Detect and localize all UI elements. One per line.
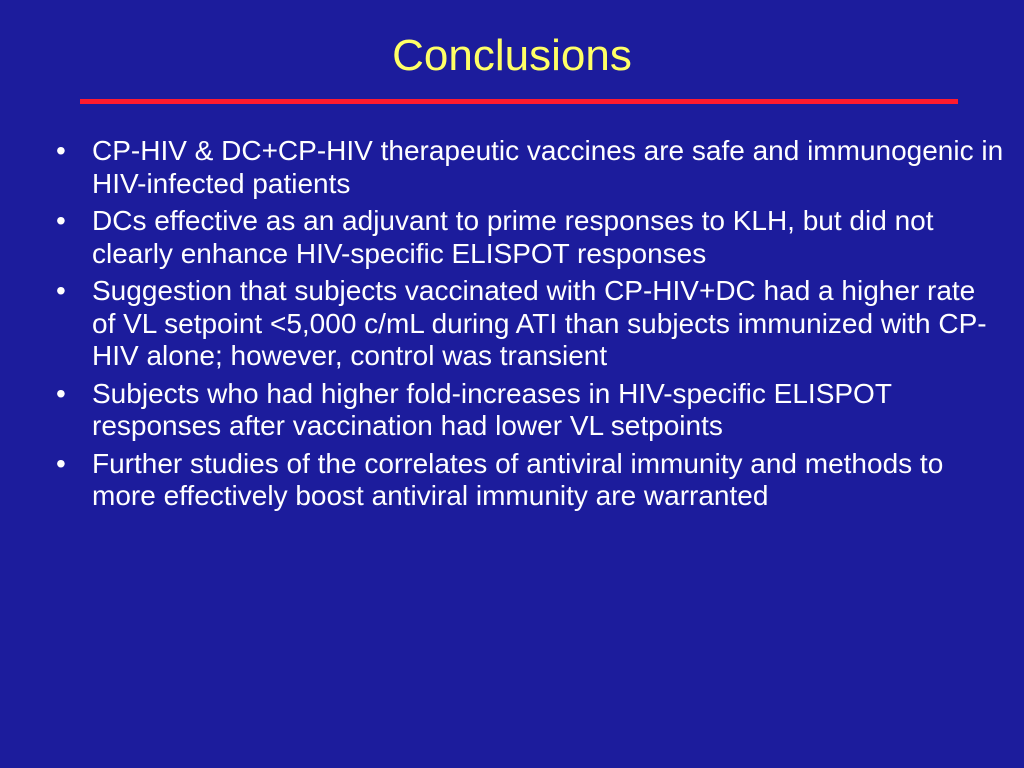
bullet-dot: • [56, 135, 66, 166]
bullet-item [56, 448, 1006, 513]
bullet-dot: • [56, 377, 66, 409]
bullet-text: Subjects who had higher fold-increases in HIV-specific ELISPOT responses after vaccination had lower VL setpoints [92, 377, 892, 441]
bullet-dot: • [56, 275, 66, 306]
bullet-dot: • [56, 205, 66, 236]
bullet-text: Suggestion that subjects vaccinated with CP-HIV+DC had a higher rate of VL setpoint <5,000 c/mL during ATI than subjects immunized with CP-HIV alone; however, control was transient [92, 275, 987, 371]
bullet-list [56, 135, 1006, 518]
bullet-item [56, 135, 1006, 200]
bullet-dot: • [56, 447, 66, 479]
bullet-text: CP-HIV & DC+CP-HIV therapeutic vaccines are safe and immunogenic in HIV-infected patients [92, 135, 1004, 199]
title-underline [80, 99, 958, 104]
bullet-item [56, 205, 1006, 270]
bullet-item [56, 378, 1006, 443]
bullet-text: Further studies of the correlates of antiviral immunity and methods to more effectively boost antiviral immunity are warranted [92, 447, 944, 511]
bullet-text: DCs effective as an adjuvant to prime responses to KLH, but did not clearly enhance HIV-specific ELISPOT responses [92, 205, 934, 269]
slide-title: Conclusions [392, 31, 632, 80]
bullet-item [56, 275, 1006, 373]
